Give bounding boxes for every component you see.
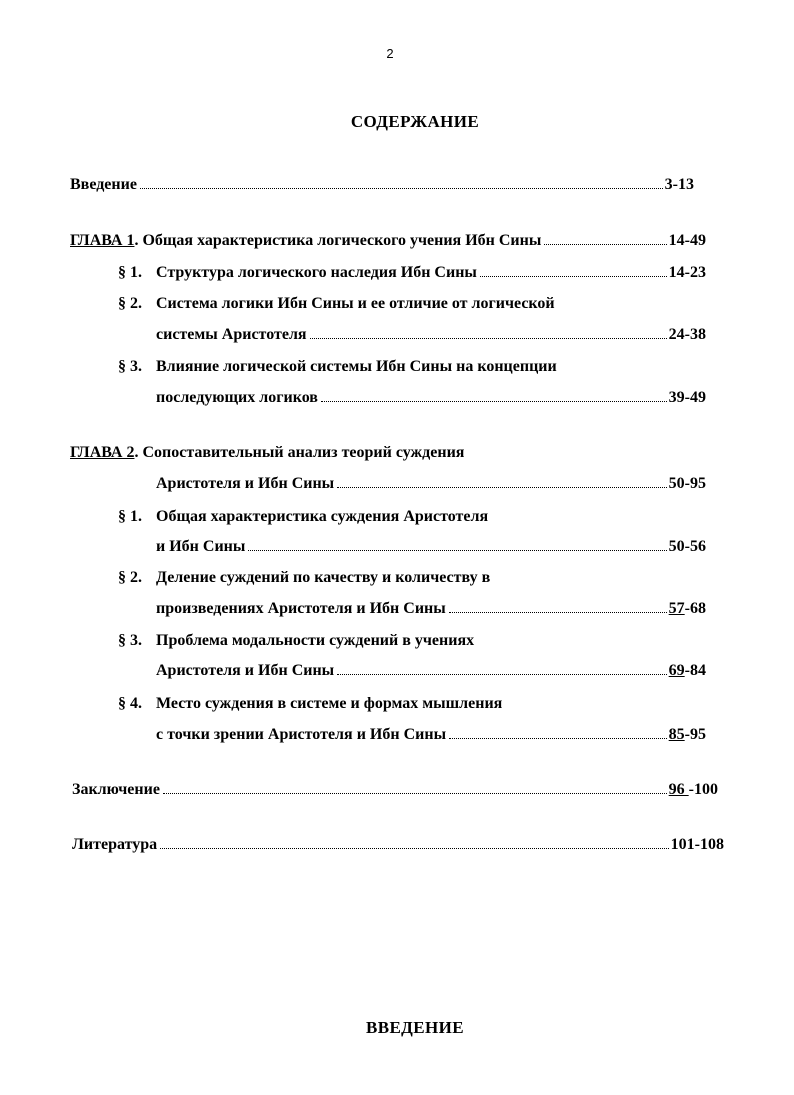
section-title-continued: произведениях Аристотеля и Ибн Сины	[156, 600, 446, 617]
toc-page-range: 101-108	[670, 836, 724, 853]
dot-leader	[248, 536, 666, 551]
toc-page-range: 39-49	[668, 389, 706, 406]
section-title-continued: с точки зрении Аристотеля и Ибн Сины	[156, 726, 447, 743]
toc-page-range: 50-56	[668, 538, 706, 555]
section-number: § 3.	[118, 358, 142, 375]
page-number: 2	[386, 46, 394, 61]
page-range-start: 96	[668, 781, 689, 798]
toc-entry-introduction[interactable]	[70, 174, 694, 196]
dot-leader	[337, 473, 667, 488]
page-range-end: -84	[684, 662, 706, 679]
page-range-end: -68	[684, 600, 706, 617]
toc-entry-section[interactable]	[118, 262, 706, 284]
dot-leader	[337, 660, 667, 675]
toc-entry-label	[118, 567, 490, 589]
section-title: Общая характеристика суждения Аристотеля	[156, 508, 489, 525]
dot-leader	[480, 262, 667, 277]
section-title: Система логики Ибн Сины и ее отличие от логической	[156, 295, 555, 312]
toc-entry-continuation[interactable]	[156, 324, 706, 346]
dot-leader	[544, 230, 666, 245]
chapter-title: . Общая характеристика логического учения Ибн Сины	[134, 232, 542, 249]
chapter-label: ГЛАВА 1	[70, 232, 135, 249]
toc-entry-label	[118, 356, 557, 378]
toc-page-range	[669, 660, 706, 682]
toc-entry-section[interactable]	[118, 693, 706, 715]
toc-entry-label	[118, 693, 502, 715]
section-title: Структура логического наследия Ибн Сины	[156, 264, 477, 281]
toc-entry-label: Литература	[72, 836, 158, 853]
dot-leader	[321, 387, 667, 402]
next-section-heading: ВВЕДЕНИЕ	[365, 1018, 465, 1037]
dot-leader	[310, 324, 667, 339]
toc-page-range: 14-23	[668, 264, 706, 281]
section-title: Деление суждений по качеству и количеству в	[156, 569, 491, 586]
toc-page-range	[669, 779, 718, 801]
toc-entry-label	[70, 442, 464, 464]
page-range-start: 69	[668, 662, 685, 679]
toc-entry-section[interactable]	[118, 567, 706, 589]
section-title: Место суждения в системе и формах мышления	[156, 695, 503, 712]
toc-entry-section[interactable]	[118, 506, 706, 528]
section-number: § 1.	[118, 508, 142, 525]
toc-entry-section[interactable]	[118, 293, 706, 315]
dot-leader	[449, 724, 667, 739]
toc-entry-label: Введение	[70, 176, 137, 193]
page-range-start: 57	[668, 600, 685, 617]
chapter-label: ГЛАВА 2	[70, 444, 135, 461]
toc-page-range: 50-95	[668, 475, 706, 492]
dot-leader	[140, 174, 663, 189]
toc-entry-continuation[interactable]	[156, 473, 706, 495]
toc-entry-continuation[interactable]	[156, 536, 706, 558]
toc-page-range	[669, 724, 706, 746]
page-title: СОДЕРЖАНИЕ	[350, 112, 480, 131]
toc-page-range	[669, 598, 706, 620]
page-range-end: -100	[688, 781, 718, 798]
toc-entry-continuation[interactable]	[156, 660, 706, 682]
toc-entry-label	[118, 262, 477, 284]
toc-entry-label	[118, 506, 488, 528]
page-range-start: 85	[668, 726, 685, 743]
dot-leader	[449, 598, 667, 613]
dot-leader	[160, 834, 669, 849]
toc-entry-label: Заключение	[72, 781, 160, 798]
toc-entry-conclusion[interactable]	[72, 779, 718, 801]
toc-entry-section[interactable]	[118, 356, 706, 378]
section-title-continued: последующих логиков	[156, 389, 318, 406]
toc-entry-label	[118, 630, 474, 652]
section-number: § 4.	[118, 695, 142, 712]
section-title-continued: системы Аристотеля	[156, 326, 307, 343]
section-title-continued: Аристотеля и Ибн Сины	[156, 662, 335, 679]
toc-entry-continuation[interactable]	[156, 724, 706, 746]
chapter-title: . Сопоставительный анализ теорий суждения	[134, 444, 465, 461]
toc-entry-literature[interactable]	[72, 834, 724, 856]
toc-page-range: 24-38	[668, 326, 706, 343]
section-title-continued: и Ибн Сины	[156, 538, 246, 555]
section-number: § 2.	[118, 295, 142, 312]
toc-entry-section[interactable]	[118, 630, 706, 652]
toc-page-range: 3-13	[664, 176, 694, 193]
section-number: § 2.	[118, 569, 142, 586]
section-title: Влияние логической системы Ибн Сины на концепции	[156, 358, 557, 375]
page-range-end: -95	[684, 726, 706, 743]
toc-entry-continuation[interactable]	[156, 387, 706, 409]
toc-entry-label	[70, 230, 541, 252]
section-number: § 1.	[118, 264, 142, 281]
toc-entry-continuation[interactable]	[156, 598, 706, 620]
toc-entry-label	[118, 293, 555, 315]
toc-entry-chapter-2[interactable]	[70, 442, 706, 464]
section-number: § 3.	[118, 632, 142, 649]
toc-page-range: 14-49	[668, 232, 706, 249]
section-title: Проблема модальности суждений в учениях	[156, 632, 475, 649]
chapter-title-continued: Аристотеля и Ибн Сины	[156, 475, 335, 492]
toc-entry-chapter-1[interactable]	[70, 230, 706, 252]
dot-leader	[163, 779, 667, 794]
